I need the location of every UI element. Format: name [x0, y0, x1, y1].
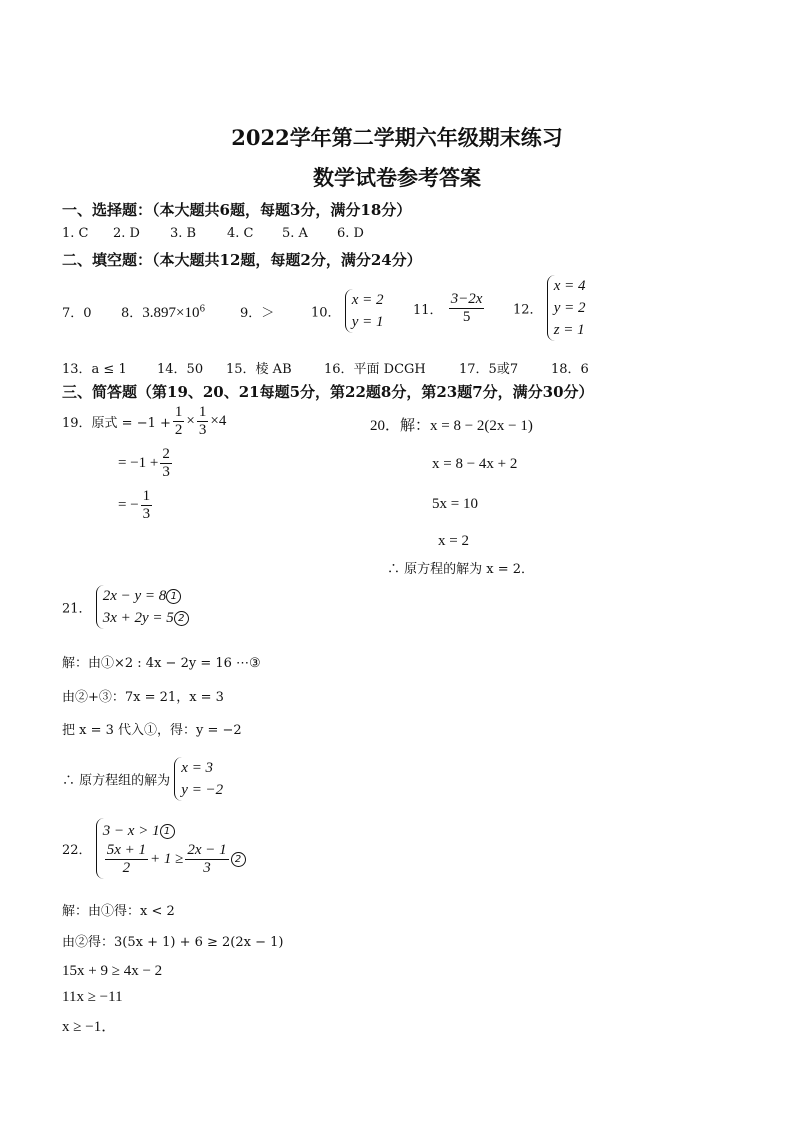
page-title: 2022学年第二学期六年级期末练习	[231, 125, 563, 150]
answer-17: 17．5或7	[459, 362, 519, 377]
answer-22-label: 22．	[62, 843, 92, 858]
answer-20-conclusion: ∴ 原方程的解为 x = 2．	[387, 562, 535, 577]
system-brace	[174, 757, 223, 801]
fraction	[185, 842, 228, 877]
equation-2: 3x + 2y = 5 2	[103, 607, 189, 629]
fraction-numerator: 2x − 1	[187, 842, 227, 858]
fraction-numerator: 1	[174, 404, 183, 420]
solution-x: x = 3	[181, 760, 214, 776]
circled-number-2: 2	[231, 852, 246, 867]
fraction-denominator: 3	[162, 464, 170, 480]
answer-10-label: 10．	[311, 305, 341, 321]
fraction-numerator: 2	[162, 446, 170, 462]
circled-number-1: 1	[166, 589, 181, 604]
section-3-heading: 三、简答题（第19、20、21每题5分，第22题8分，第23题7分，满分30分）	[62, 383, 594, 401]
answer-21-step2: 由②+③：7x = 21，x = 3	[62, 690, 224, 705]
inequality-2-mid: + 1 ≥	[149, 851, 184, 867]
answer-21-system	[62, 585, 189, 629]
fraction	[173, 404, 185, 439]
mc-answer: 5. A	[282, 226, 308, 241]
answer-22-step5: x ≥ −1．	[62, 1019, 117, 1035]
fraction-numerator: 3−2x	[450, 291, 483, 307]
fraction	[160, 446, 172, 481]
answer-19-tail: ×4	[210, 413, 227, 429]
mc-answer: 2. D	[113, 226, 140, 241]
mc-answer: 4. C	[227, 226, 254, 241]
circled-number-2: 2	[174, 611, 189, 626]
fraction-denominator: 3	[203, 860, 211, 876]
answer-22-step4: 11x ≥ −11	[62, 989, 123, 1005]
fraction	[197, 404, 209, 439]
answer-8-exp: 6	[199, 304, 206, 315]
answer-13: 13．a ≤ 1	[62, 362, 127, 377]
section-1-heading: 一、选择题：（本大题共6题，每题3分，满分18分）	[62, 201, 412, 219]
answer-21-label: 21．	[62, 601, 92, 617]
answer-10-line2: y = 1	[351, 314, 384, 330]
section-2-heading: 二、填空题：（本大题共12题，每题2分，满分24分）	[62, 251, 422, 269]
mc-answers	[62, 226, 377, 241]
answer-19-step2-lead: = −1 +	[118, 455, 159, 471]
fraction	[141, 488, 153, 523]
inequality-2	[103, 842, 246, 877]
answer-10-line1: x = 2	[351, 292, 384, 308]
answer-22-step1: 解：由①得：x < 2	[62, 904, 175, 919]
answer-9: 9．＞	[240, 306, 275, 321]
answer-12-label: 12．	[513, 302, 543, 318]
answer-8-label: 8．	[121, 306, 143, 321]
answer-21-conclusion-text: ∴ 原方程组的解为	[62, 773, 171, 789]
fraction-denominator: 3	[142, 506, 151, 522]
answer-22-step3: 15x + 9 ≥ 4x − 2	[62, 963, 163, 979]
answer-19-step1	[62, 404, 226, 439]
fraction-numerator: 5x + 1	[106, 842, 146, 858]
fraction-numerator: 1	[142, 488, 151, 504]
fraction-denominator: 2	[122, 860, 131, 876]
mc-answer: 1. C	[62, 226, 89, 241]
equation-1: 2x − y = 8 1	[103, 585, 189, 607]
answer-18: 18．6	[551, 362, 589, 377]
answer-12	[513, 275, 585, 341]
answer-8	[121, 302, 205, 322]
answer-22-step2: 由②得：3(5x + 1) + 6 ≥ 2(2x − 1)	[62, 935, 284, 950]
answer-21-step1: 解：由①×2 : 4x − 2y = 16 ⋯③	[62, 656, 261, 671]
answer-12-line1: x = 4	[553, 278, 586, 294]
system-brace	[345, 289, 384, 333]
answer-22-system	[62, 818, 246, 879]
answer-20-line3: 5x = 10	[432, 496, 478, 512]
system-brace	[96, 818, 246, 879]
fraction-denominator: 2	[174, 422, 183, 438]
answer-11-fraction	[449, 291, 485, 326]
answer-19-step3-lead: = −	[118, 497, 139, 513]
inequality-1: 3 − x > 1 1	[103, 820, 246, 842]
answer-14: 14．50	[157, 362, 204, 377]
system-brace	[96, 585, 189, 629]
answer-10	[311, 289, 383, 333]
page-subtitle: 数学试卷参考答案	[313, 165, 481, 190]
circled-number-1: 1	[160, 824, 175, 839]
fraction	[105, 842, 148, 877]
fraction-denominator: 3	[198, 422, 207, 438]
answer-12-line3: z = 1	[553, 322, 585, 338]
answer-19-lead: 19．原式 = −1 +	[62, 416, 171, 431]
answer-16: 16．平面 DCGH	[324, 362, 426, 377]
answer-20-line4: x = 2	[438, 533, 469, 549]
answer-11	[413, 291, 486, 326]
system-brace	[547, 275, 586, 341]
mc-answer: 3. B	[170, 226, 197, 241]
times-sign: ×	[186, 413, 195, 429]
fraction-numerator: 1	[198, 404, 207, 420]
answer-7: 7．0	[62, 306, 92, 321]
mc-answer: 6. D	[337, 226, 364, 241]
answer-21-conclusion	[62, 757, 223, 801]
answer-15: 15．棱 AB	[226, 362, 292, 377]
answer-19-step2	[118, 446, 174, 481]
answer-21-step3: 把 x = 3 代入①，得：y = −2	[62, 723, 242, 738]
fraction-denominator: 5	[462, 309, 471, 325]
answer-11-label: 11．	[413, 303, 443, 318]
answer-20-line2: x = 8 − 4x + 2	[432, 456, 518, 472]
answer-20-line1: 20．解：x = 8 − 2(2x − 1)	[370, 418, 533, 434]
solution-y: y = −2	[181, 782, 224, 798]
answer-8-base: 3.897×10	[142, 305, 200, 321]
answer-19-step3	[118, 488, 154, 523]
answer-12-line2: y = 2	[553, 300, 586, 316]
